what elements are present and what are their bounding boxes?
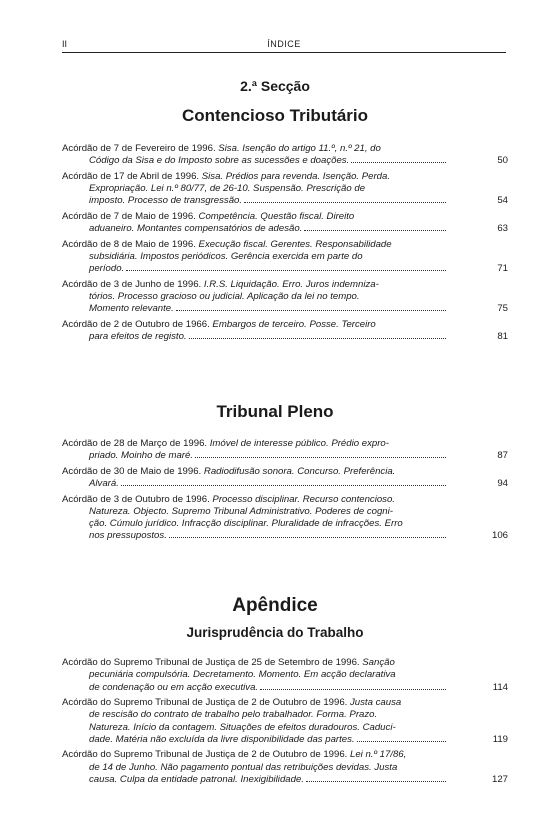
toc-list	[62, 657, 508, 790]
toc-entry-line	[62, 478, 508, 490]
toc-entry-line	[62, 291, 508, 303]
dot-leader	[351, 161, 446, 163]
toc-entry-line	[62, 155, 508, 167]
toc-entry-line	[62, 518, 508, 530]
toc-entry-line	[62, 303, 508, 315]
toc-entry-line	[62, 697, 508, 709]
toc-entry-line	[62, 251, 508, 263]
toc-entry-line	[62, 722, 508, 734]
entry-subject-text: de condenação ou em acção executiva.	[89, 681, 259, 693]
entry-subject-text: Natureza. Início da contagem. Situações de efeitos duradouros. Caduci-	[89, 721, 396, 733]
entry-subject-text: tórios. Processo gracioso ou judicial. Aplicação da lei no tempo.	[89, 291, 360, 303]
entry-subject-text: pecuniária compulsória. Decretamento. Momento. Em acção declarativa	[89, 669, 396, 681]
entry-subject-text: Natureza. Objecto. Supremo Tribunal Administrativo. Poderes de cogni-	[89, 505, 393, 517]
entry-subject-text: Competência. Questão fiscal. Direito	[198, 210, 355, 222]
toc-list	[62, 143, 508, 347]
dot-leader	[306, 780, 446, 782]
toc-list	[62, 438, 508, 546]
toc-entry-line	[62, 669, 508, 681]
toc-entry-line	[62, 195, 508, 207]
section-heading: Tribunal Pleno	[216, 402, 334, 421]
toc-entry-line	[62, 530, 508, 542]
toc-page-number: 87	[497, 450, 508, 462]
entry-decision-text: Acórdão de 8 de Maio de 1996.	[62, 238, 199, 250]
entry-subject-text: Embargos de terceiro. Posse. Terceiro	[212, 318, 376, 330]
entry-decision-text: Acórdão de 7 de Maio de 1996.	[62, 210, 199, 222]
toc-entry	[62, 239, 508, 276]
dot-leader	[126, 269, 446, 271]
toc-entry	[62, 466, 508, 491]
entry-subject-text: priado. Moinho de maré.	[89, 450, 193, 462]
page-header	[62, 36, 506, 53]
section-heading: Apêndice	[232, 595, 318, 616]
entry-subject-text: Sisa. Isenção do artigo 11.º, n.º 21, do	[218, 143, 381, 154]
toc-entry-line	[62, 211, 508, 223]
toc-entry-line	[62, 466, 508, 478]
dot-leader	[260, 688, 446, 690]
dot-leader	[357, 740, 446, 742]
entry-decision-text: Acórdão do Supremo Tribunal de Justiça de 25 de Setembro de 1996.	[62, 657, 363, 668]
toc-entry-line	[62, 734, 508, 746]
toc-page-number: 75	[497, 303, 508, 315]
entry-subject-text: causa. Culpa da entidade patronal. Inexigibilidade.	[89, 774, 304, 786]
dot-leader	[169, 536, 446, 538]
entry-subject-text: Alvará.	[89, 478, 119, 490]
entry-subject-text: Sisa. Prédios para revenda. Isenção. Perda.	[201, 170, 391, 182]
entry-subject-text: Expropriação. Lei n.º 80/77, de 26-10. Suspensão. Prescrição de	[89, 183, 366, 195]
entry-subject-text: subsidiária. Impostos periódicos. Gerência exercida em parte do	[89, 250, 363, 262]
entry-subject-text: de rescisão do contrato de trabalho pelo trabalhador. Forma. Prazo.	[89, 709, 378, 721]
toc-entry-line	[62, 331, 508, 343]
entry-subject-text: dade. Matéria não excluída da livre disponibilidade das partes.	[89, 733, 355, 745]
section-subheading: 2.ª Secção	[240, 78, 310, 94]
entry-decision-text: Acórdão do Supremo Tribunal de Justiça de 2 de Outubro de 1996.	[62, 749, 350, 761]
toc-entry-line	[62, 143, 508, 155]
toc-entry-line	[62, 657, 508, 669]
entry-subject-text: Código da Sisa e do Imposto sobre as sucessões e doações.	[89, 155, 350, 167]
entry-subject-text: para efeitos de registo.	[89, 331, 187, 343]
toc-entry-line	[62, 279, 508, 291]
entry-subject-text: período.	[89, 263, 125, 275]
dot-leader	[121, 484, 446, 486]
entry-decision-text: Acórdão de 2 de Outubro de 1966.	[62, 318, 213, 330]
entry-subject-text: imposto. Processo de transgressão.	[89, 195, 243, 207]
toc-entry-line	[62, 183, 508, 195]
toc-entry-line	[62, 239, 508, 251]
entry-decision-text: Acórdão do Supremo Tribunal de Justiça de 2 de Outubro de 1996.	[62, 697, 350, 709]
toc-page-number: 54	[497, 195, 508, 207]
dot-leader	[176, 309, 446, 311]
toc-entry-line	[62, 438, 508, 450]
entry-subject-text: de 14 de Junho. Não pagamento pontual das retribuições devidas. Justa	[89, 761, 398, 773]
toc-entry-line	[62, 709, 508, 721]
toc-entry	[62, 279, 508, 316]
toc-entry-line	[62, 749, 508, 761]
section-subheading: Jurisprudência do Trabalho	[186, 625, 364, 640]
entry-subject-text: Lei n.º 17/86,	[350, 749, 407, 761]
toc-entry-line	[62, 774, 508, 786]
entry-subject-text: Radiodifusão sonora. Concurso. Preferência.	[203, 465, 396, 477]
toc-page-number: 119	[492, 733, 508, 745]
toc-entry	[62, 657, 508, 694]
entry-subject-text: Processo disciplinar. Recurso contencioso.	[212, 493, 395, 505]
toc-entry	[62, 171, 508, 208]
toc-page-number: 81	[497, 331, 508, 343]
entry-decision-text: Acórdão de 7 de Fevereiro de 1996.	[62, 143, 219, 154]
section-heading: Contencioso Tributário	[181, 106, 369, 125]
dot-leader	[195, 456, 446, 458]
toc-page-number: 50	[497, 155, 508, 167]
entry-decision-text: Acórdão de 30 de Maio de 1996.	[62, 465, 204, 477]
entry-decision-text: Acórdão de 28 de Março de 1996.	[62, 438, 210, 449]
toc-page-number: 71	[497, 263, 508, 275]
page-number: II	[62, 39, 68, 49]
entry-decision-text: Acórdão de 3 de Outubro de 1996.	[62, 493, 213, 505]
entry-subject-text: nos pressupostos.	[89, 530, 167, 542]
header-title: ÍNDICE	[267, 39, 301, 49]
entry-subject-text: aduaneiro. Montantes compensatórios de adesão.	[89, 223, 303, 235]
toc-entry	[62, 143, 508, 168]
toc-page-number: 114	[492, 681, 508, 693]
toc-entry-line	[62, 494, 508, 506]
toc-page-number: 106	[491, 530, 508, 542]
toc-page-number: 63	[497, 223, 508, 235]
toc-entry	[62, 494, 508, 543]
dot-leader	[189, 337, 446, 339]
toc-entry-line	[62, 319, 508, 331]
entry-subject-text: Momento relevante.	[89, 303, 174, 315]
toc-entry-line	[62, 762, 508, 774]
entry-subject-text: ção. Cúmulo jurídico. Infracção disciplinar. Pluralidade de infracções. Erro	[89, 518, 403, 530]
toc-entry-line	[62, 506, 508, 518]
entry-subject-text: Justa causa	[350, 697, 402, 709]
entry-subject-text: Imóvel de interesse público. Prédio expro-	[209, 438, 389, 449]
toc-entry-line	[62, 450, 508, 462]
dot-leader	[304, 229, 446, 231]
entry-decision-text: Acórdão de 3 de Junho de 1996.	[62, 278, 204, 290]
toc-entry-line	[62, 171, 508, 183]
toc-entry	[62, 438, 508, 463]
toc-entry	[62, 211, 508, 236]
toc-entry	[62, 319, 508, 344]
toc-entry-line	[62, 223, 508, 235]
toc-entry-line	[62, 263, 508, 275]
entry-subject-text: Sanção	[362, 657, 395, 668]
entry-decision-text: Acórdão de 17 de Abril de 1996.	[62, 170, 202, 182]
toc-entry	[62, 749, 508, 786]
toc-entry	[62, 697, 508, 746]
toc-entry-line	[62, 682, 508, 694]
dot-leader	[244, 201, 446, 203]
toc-page-number: 127	[491, 774, 508, 786]
entry-subject-text: Execução fiscal. Gerentes. Responsabilidade	[198, 238, 392, 250]
entry-subject-text: I.R.S. Liquidação. Erro. Juros indemniza-	[203, 278, 379, 290]
toc-page-number: 94	[497, 478, 508, 490]
